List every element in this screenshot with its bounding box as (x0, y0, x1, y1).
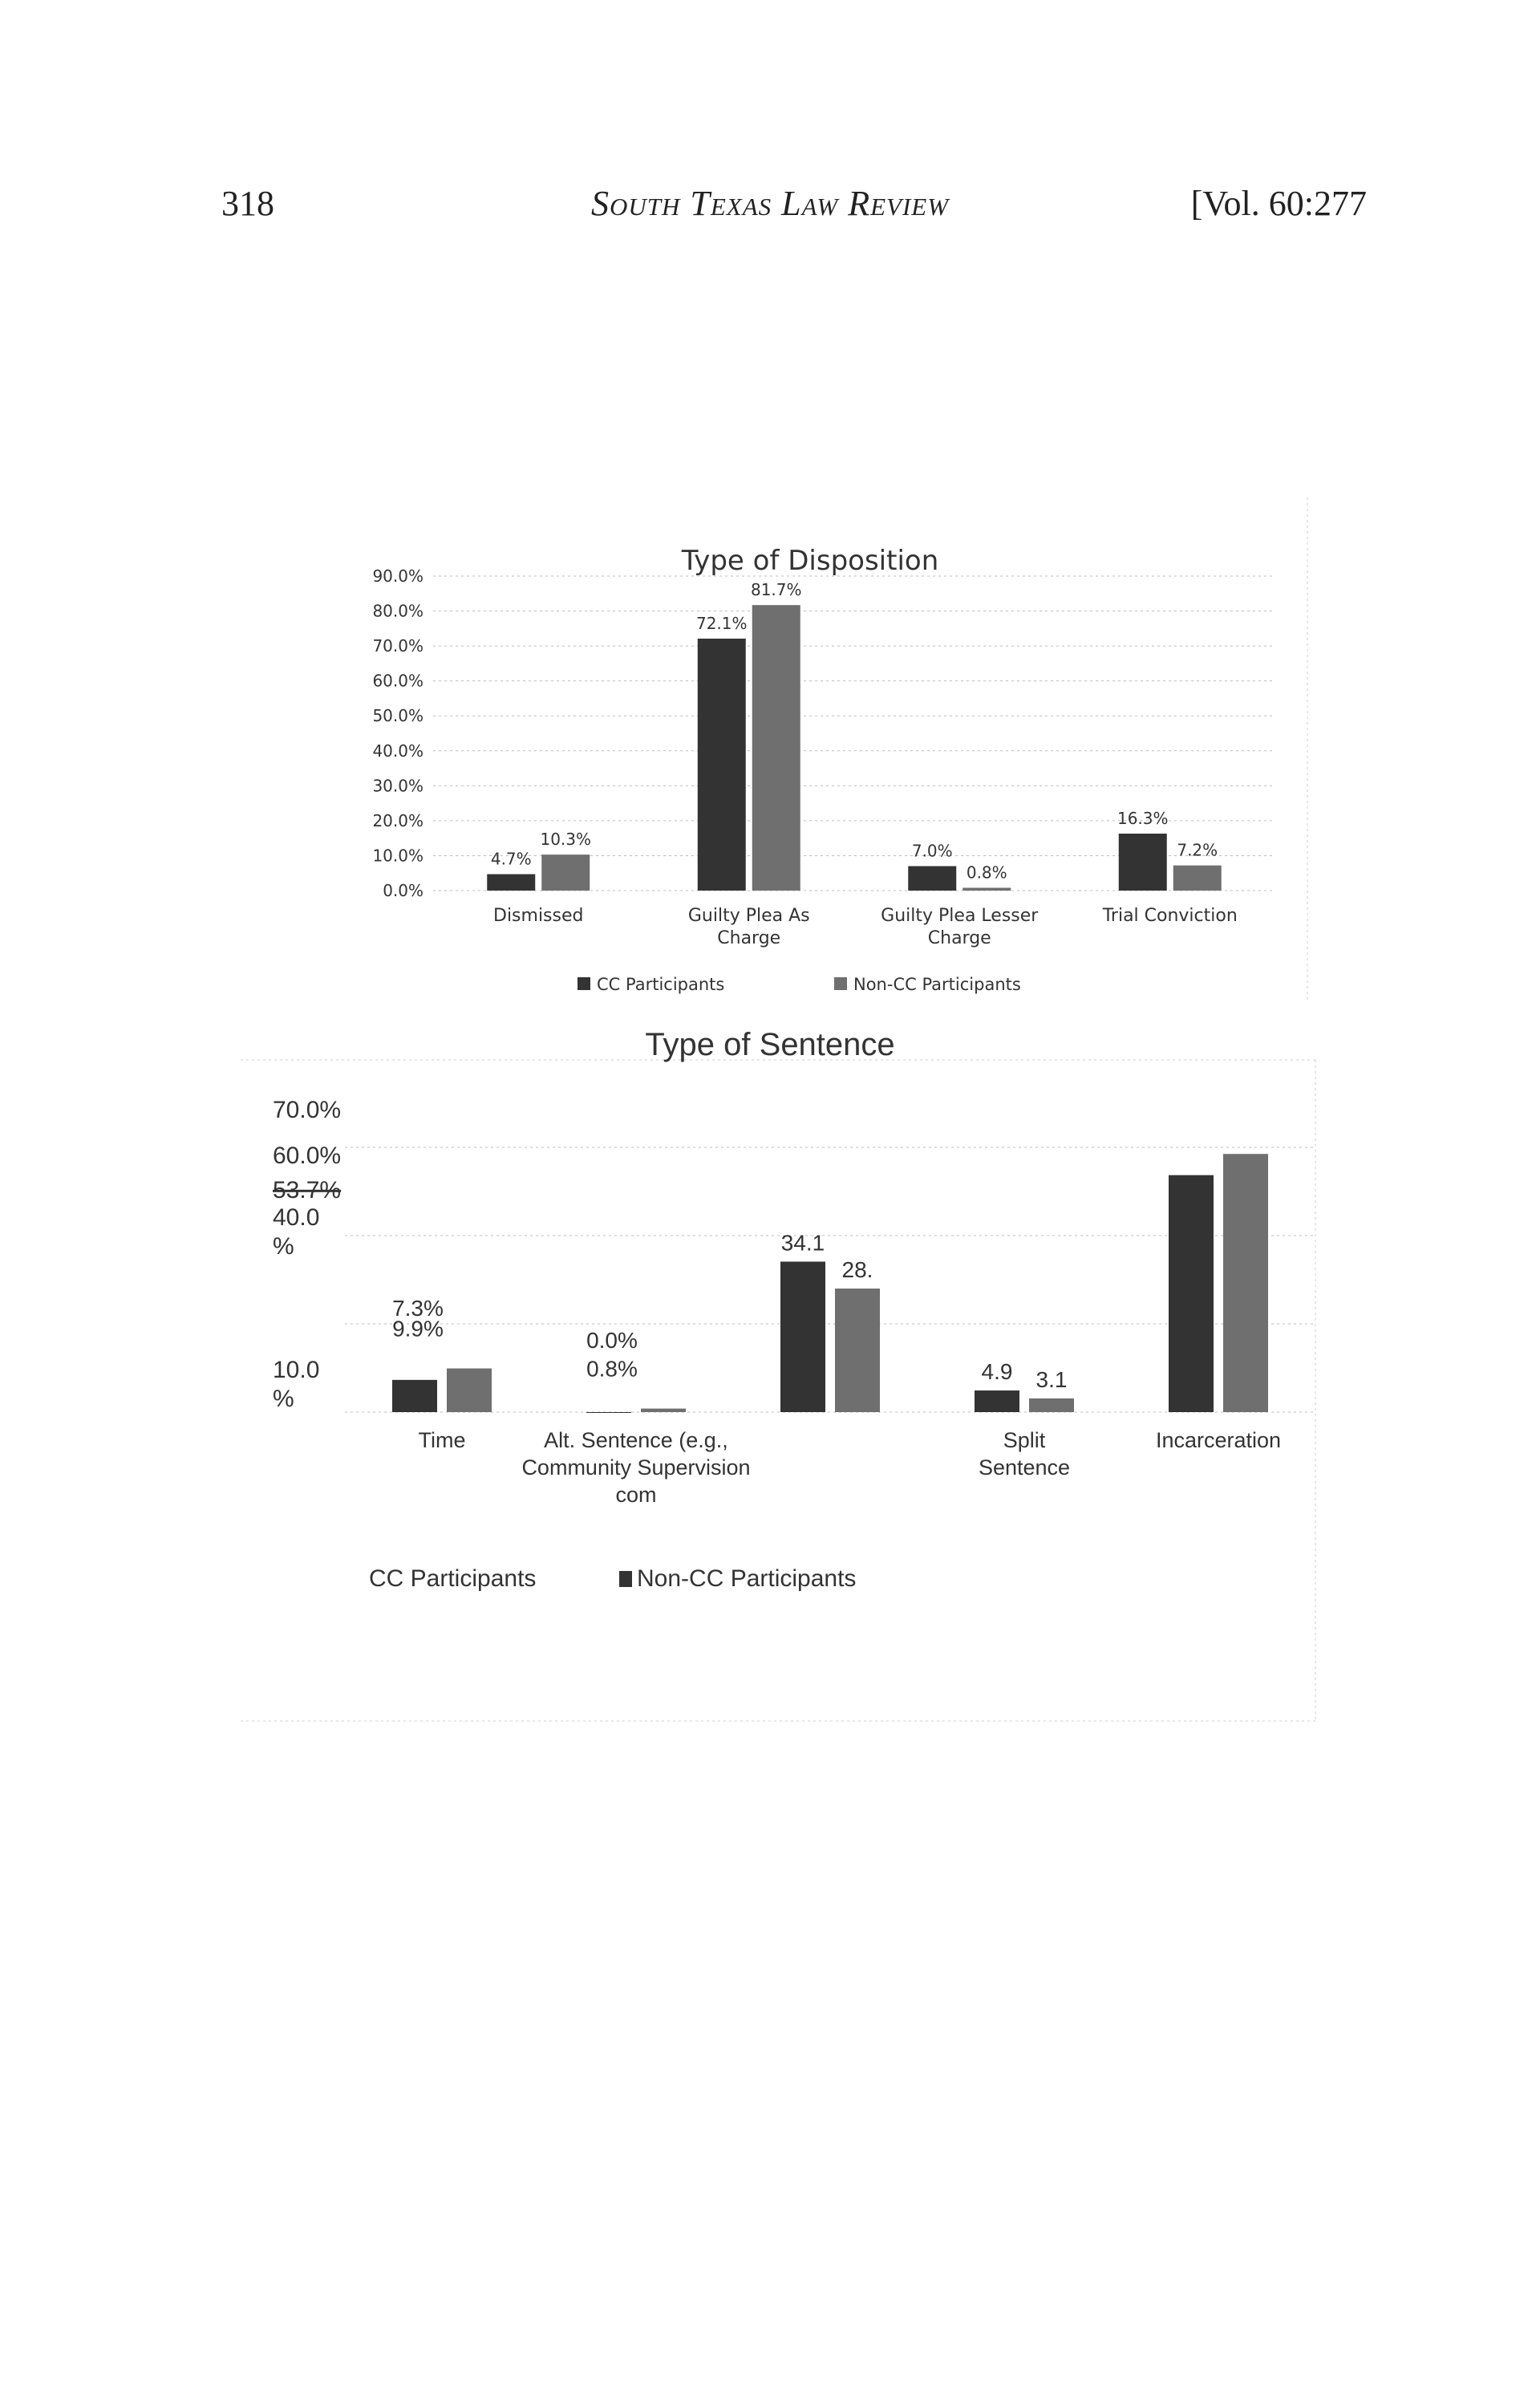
y-tick-label: 10.0% (372, 846, 424, 866)
data-label: 0.8% (586, 1356, 638, 1382)
data-label: 34.1 (780, 1230, 825, 1256)
x-tick-label: Charge (927, 928, 991, 948)
y-tick-label: 70.0% (273, 1097, 342, 1123)
data-label: 4.7% (490, 849, 532, 869)
x-tick-label: com (615, 1483, 657, 1507)
chart-title: Type of Sentence (645, 1027, 895, 1062)
x-tick-label: Charge (717, 928, 781, 948)
bar (586, 1412, 631, 1413)
bar (698, 639, 746, 891)
y-tick-label: 40.0% (372, 741, 424, 761)
bar (835, 1289, 880, 1412)
bar (447, 1369, 492, 1412)
legend-label: Non-CC Participants (637, 1565, 857, 1592)
y-tick-label: 53.7% (273, 1177, 342, 1204)
data-label: 3.1 (1035, 1366, 1068, 1392)
legend-swatch (578, 977, 590, 990)
y-tick-label: 60.0% (273, 1143, 342, 1169)
bar (392, 1380, 437, 1412)
x-tick-label: Incarceration (1155, 1428, 1282, 1452)
bar (641, 1409, 686, 1412)
data-label: 81.7% (750, 580, 802, 600)
y-tick-label: 0.0% (383, 881, 424, 900)
y-tick-label: 70.0% (372, 636, 424, 656)
data-label: 7.0% (911, 841, 953, 861)
x-tick-label: Trial Conviction (1102, 906, 1238, 926)
data-label: 72.1% (695, 613, 748, 633)
data-label: 10.3% (540, 830, 592, 850)
data-label: 7.3% (392, 1295, 444, 1321)
sentence-chart (241, 1015, 1331, 1741)
bar (780, 1261, 825, 1412)
y-tick-label: 60.0% (372, 671, 424, 691)
bar (1169, 1175, 1214, 1412)
x-tick-label: Time (418, 1428, 466, 1452)
y-tick-label: 20.0% (372, 810, 424, 830)
data-label: 0.0% (586, 1328, 638, 1353)
legend-label: Non-CC Participants (853, 975, 1021, 994)
data-label: 9.9% (392, 1316, 444, 1342)
sentence-chart-svg (241, 1015, 1331, 1737)
bar (1029, 1398, 1074, 1412)
y-tick-label: 90.0% (372, 566, 424, 586)
disposition-chart-svg (313, 497, 1323, 1011)
bar (1173, 866, 1222, 891)
bar (962, 888, 1011, 891)
y-tick-label: 30.0% (372, 776, 424, 796)
bar (1223, 1154, 1268, 1412)
legend-label: CC Participants (597, 975, 725, 994)
y-tick-label: 80.0% (372, 601, 424, 621)
journal-title: South Texas Law Review (590, 184, 950, 223)
volume-label: [Vol. 60:277 (1190, 184, 1367, 223)
data-label: 0.8% (966, 863, 1007, 883)
x-tick-label: Guilty Plea Lesser (881, 906, 1039, 926)
y-tick-label: 50.0% (372, 706, 424, 726)
bar (975, 1390, 1019, 1412)
y-tick-label: 10.0 (273, 1357, 320, 1383)
y-tick-label: % (273, 1233, 294, 1260)
page-number: 318 (221, 184, 274, 223)
data-label: 28. (841, 1257, 873, 1282)
x-tick-label: Alt. Sentence (e.g., (544, 1428, 728, 1452)
legend-swatch (619, 1571, 632, 1587)
x-tick-label: Community Supervision (521, 1455, 751, 1480)
bar (541, 854, 590, 891)
bar (1119, 834, 1167, 891)
bar (752, 605, 800, 891)
x-tick-label: Sentence (978, 1455, 1071, 1480)
data-label: 7.2% (1177, 840, 1218, 860)
bar (487, 875, 535, 891)
y-tick-label: 40.0 (273, 1204, 320, 1231)
bar (908, 867, 956, 891)
x-tick-label: Guilty Plea As (687, 906, 810, 926)
data-label: 4.9 (981, 1359, 1013, 1385)
data-label: 16.3% (1116, 809, 1169, 829)
y-tick-label: % (273, 1386, 294, 1412)
x-tick-label: Dismissed (493, 906, 584, 926)
chart-title: Type of Disposition (681, 545, 939, 577)
legend-swatch (834, 977, 847, 990)
legend-label: CC Participants (369, 1565, 537, 1592)
x-tick-label: Split (1003, 1428, 1046, 1452)
disposition-chart (313, 497, 1323, 1015)
